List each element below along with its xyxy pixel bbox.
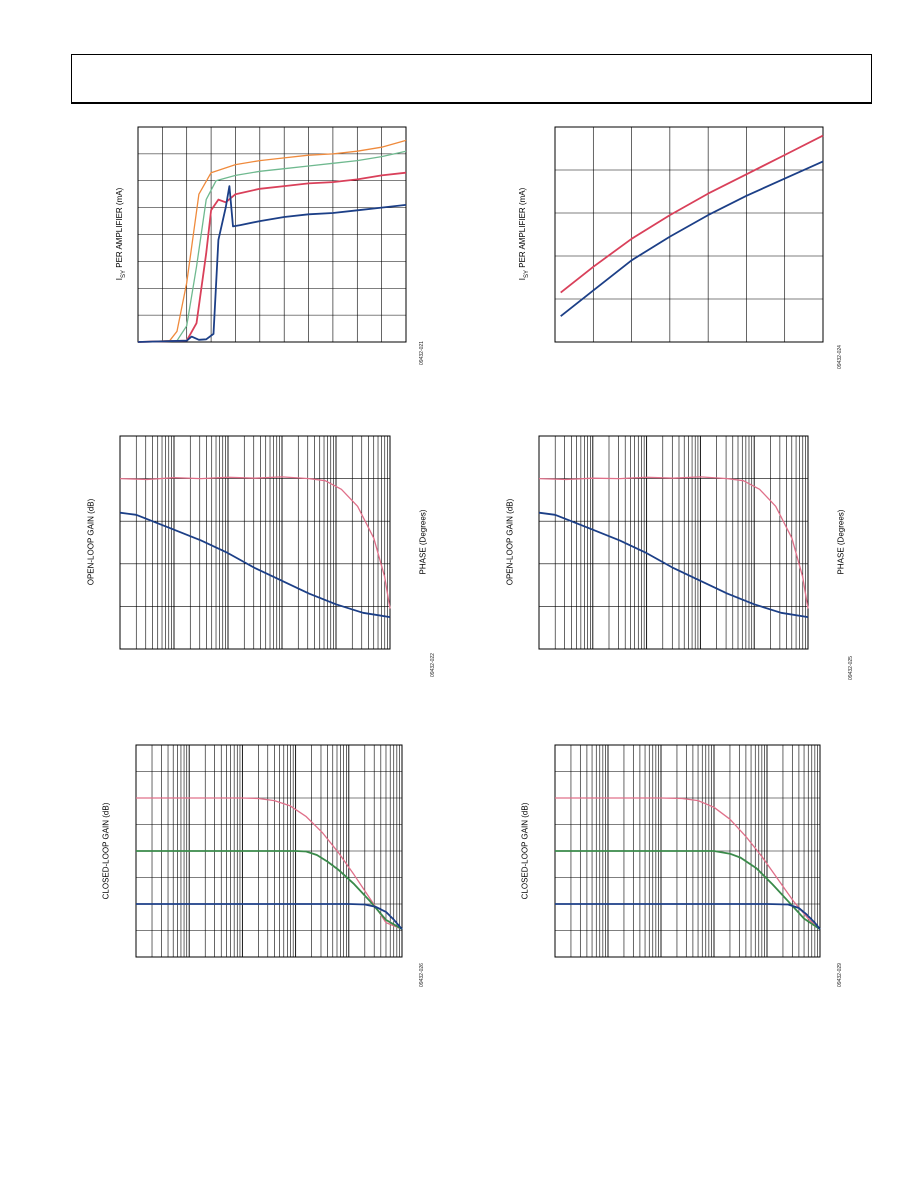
chart-supply-current-2 bbox=[555, 127, 823, 342]
plot-frame bbox=[539, 436, 808, 649]
series-line-pink bbox=[136, 798, 402, 929]
series-line-pink bbox=[555, 798, 820, 929]
series-line-dkgreen bbox=[136, 851, 402, 929]
figure-id: 09432-029 bbox=[837, 963, 843, 987]
series-line-red bbox=[138, 173, 406, 342]
series-line-dkgreen bbox=[555, 851, 820, 929]
series-line-red bbox=[561, 136, 823, 293]
plot-area bbox=[555, 745, 820, 957]
y-axis-label: CLOSED-LOOP GAIN (dB) bbox=[101, 802, 111, 900]
series-line-green bbox=[138, 151, 406, 342]
plot-area bbox=[555, 127, 823, 342]
figure-id: 09432-026 bbox=[419, 963, 425, 987]
figure-id: 09432-025 bbox=[848, 656, 854, 680]
y-axis-label: OPEN-LOOP GAIN (dB) bbox=[86, 498, 96, 586]
series-line-navy bbox=[120, 513, 390, 617]
chart-closed-loop-gain-2 bbox=[555, 745, 820, 957]
plot-area bbox=[136, 745, 402, 957]
series-line-pink bbox=[539, 477, 808, 609]
series-line-navy bbox=[136, 904, 402, 929]
y-axis-label: $I_{SY}$ PER AMPLIFIER (mA) bbox=[518, 187, 530, 281]
series-line-navy bbox=[539, 513, 808, 617]
y-axis-label: $I_{SY}$ PER AMPLIFIER (mA) bbox=[115, 187, 127, 281]
header-rule bbox=[71, 102, 872, 104]
figure-id: 09432-024 bbox=[837, 345, 843, 369]
page-header-box bbox=[71, 54, 872, 102]
chart-open-loop-gain-2 bbox=[539, 436, 808, 649]
chart-supply-current-1 bbox=[138, 127, 406, 342]
y2-axis-label: PHASE (Degrees) bbox=[418, 509, 428, 575]
chart-closed-loop-gain-1 bbox=[136, 745, 402, 957]
plot-frame bbox=[120, 436, 390, 649]
series-line-navy bbox=[555, 904, 820, 929]
series-line-navy bbox=[138, 186, 406, 342]
plot-area bbox=[138, 127, 406, 342]
plot-frame bbox=[555, 127, 823, 342]
plot-area bbox=[120, 436, 390, 649]
series-line-navy bbox=[561, 161, 823, 316]
plot-area bbox=[539, 436, 808, 649]
figure-id: 09432-022 bbox=[430, 653, 436, 677]
y-axis-label: CLOSED-LOOP GAIN (dB) bbox=[520, 802, 530, 900]
y-axis-label: OPEN-LOOP GAIN (dB) bbox=[505, 498, 515, 586]
chart-open-loop-gain-1 bbox=[120, 436, 390, 649]
series-line-pink bbox=[120, 477, 390, 609]
figure-id: 09432-021 bbox=[419, 341, 425, 365]
y2-axis-label: PHASE (Degrees) bbox=[836, 509, 846, 575]
